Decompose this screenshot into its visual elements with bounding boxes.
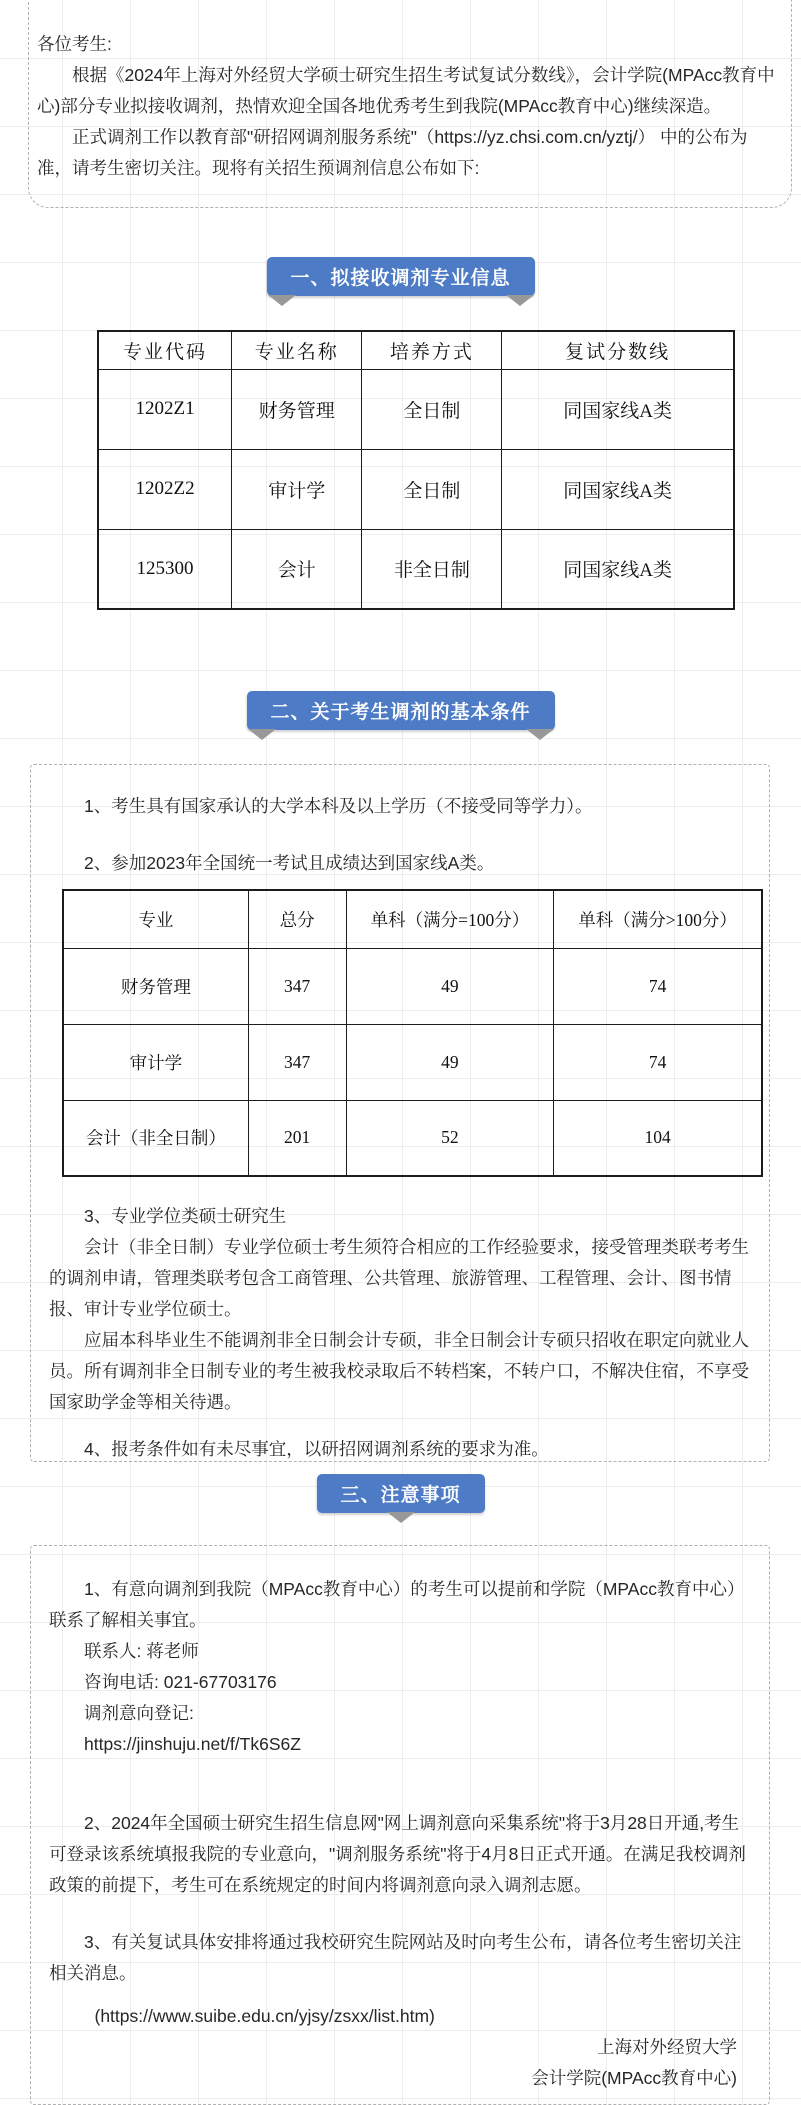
table-row: [63, 1024, 762, 1100]
intro-greeting: 各位考生:: [37, 34, 112, 54]
s2-item-1: 1、考生具有国家承认的大学本科及以上学历（不接受同等学力）。: [84, 796, 593, 816]
intro-block: [28, 0, 792, 208]
s3-item-1: 1、有意向调剂到我院（MPAcc教育中心）的考生可以提前和学院（MPAcc教育中心）联系了解相关事宜。: [49, 1579, 745, 1630]
cell-major: 会计（非全日制）: [63, 1100, 248, 1176]
table-row: [63, 948, 762, 1024]
ribbon-fold-right-icon: [526, 729, 554, 740]
section2-title: 二、关于考生调剂的基本条件: [270, 702, 531, 723]
table-row: [63, 1100, 762, 1176]
section1-title-badge: [266, 257, 534, 296]
cell-score-line: 同国家线A类: [502, 529, 734, 609]
s2-item-2: 2、参加2023年全国统一考试且成绩达到国家线A类。: [84, 853, 495, 873]
table-row: [98, 449, 734, 529]
footer-org-line-1: 上海对外经贸大学: [597, 2037, 737, 2057]
cell-study-mode: 全日制: [362, 449, 502, 529]
cell-major-name: 会计: [232, 529, 362, 609]
section3-title: 三、注意事项: [340, 1485, 461, 1506]
cell-single-100: 49: [346, 1024, 554, 1100]
ribbon-fold-right-icon: [506, 295, 534, 306]
contact-phone: 咨询电话: 021-67703176: [84, 1672, 277, 1692]
cell-major-code: 1202Z2: [98, 449, 232, 529]
s2-item-3-title: 3、专业学位类硕士研究生: [84, 1206, 287, 1226]
col-header-single-100: 单科（满分=100分）: [346, 890, 554, 948]
col-header-single-gt100: 单科（满分>100分）: [554, 890, 762, 948]
cell-single-gt100: 104: [554, 1100, 762, 1176]
ribbon-fold-left-icon: [267, 295, 295, 306]
cell-single-gt100: 74: [554, 948, 762, 1024]
cell-major-name: 审计学: [232, 449, 362, 529]
cell-single-100: 52: [346, 1100, 554, 1176]
col-header-major: 专业: [63, 890, 248, 948]
cell-single-100: 49: [346, 948, 554, 1024]
ribbon-fold-center-icon: [386, 1512, 414, 1523]
cell-score-line: 同国家线A类: [502, 369, 734, 449]
contact-person: 联系人: 蒋老师: [84, 1641, 199, 1661]
table-header-row: [63, 890, 762, 948]
majors-table: [97, 330, 735, 610]
section3-block: [30, 1545, 770, 2105]
section3-title-badge: [316, 1474, 484, 1513]
table-row: [98, 369, 734, 449]
ribbon-fold-left-icon: [247, 729, 275, 740]
table-header-row: [98, 331, 734, 369]
registry-url-link[interactable]: https://jinshuju.net/f/Tk6S6Z: [84, 1734, 301, 1754]
cell-study-mode: 非全日制: [362, 529, 502, 609]
col-header-study-mode: 培养方式: [362, 331, 502, 369]
s2-item-3-paragraph-2: 应届本科毕业生不能调剂非全日制会计专硕，非全日制会计专硕只招收在职定向就业人员。所有调剂非全日制专业的考生被我校录取后不转档案，不转户口，不解决住宿，不享受国家助学金等相关待遇。: [49, 1330, 749, 1412]
intro-paragraph-2: 正式调剂工作以教育部"研招网调剂服务系统"（https://yz.chsi.com.cn/yztj/） 中的公布为准，请考生密切关注。现将有关招生预调剂信息公布如下:: [37, 127, 748, 178]
registry-label: 调剂意向登记:: [84, 1703, 194, 1723]
cell-score-line: 同国家线A类: [502, 449, 734, 529]
col-header-score-line: 复试分数线: [502, 331, 734, 369]
cell-major-name: 财务管理: [232, 369, 362, 449]
intro-paragraph-1: 根据《2024年上海对外经贸大学硕士研究生招生考试复试分数线》，会计学院(MPAcc教育中心)部分专业拟接收调剂，热情欢迎全国各地优秀考生到我院(MPAcc教育中心)继续深造。: [37, 65, 775, 116]
cell-major-code: 125300: [98, 529, 232, 609]
s2-item-4: 4、报考条件如有未尽事宜，以研招网调剂系统的要求为准。: [84, 1439, 549, 1459]
footer-org-line-2: 会计学院(MPAcc教育中心): [531, 2068, 737, 2088]
col-header-total-score: 总分: [248, 890, 346, 948]
cell-single-gt100: 74: [554, 1024, 762, 1100]
col-header-major-name: 专业名称: [232, 331, 362, 369]
section1-title: 一、拟接收调剂专业信息: [290, 268, 511, 289]
table-row: [98, 529, 734, 609]
cell-study-mode: 全日制: [362, 369, 502, 449]
cell-major: 审计学: [63, 1024, 248, 1100]
s2-item-3-paragraph-1: 会计（非全日制）专业学位硕士考生须符合相应的工作经验要求，接受管理类联考考生的调剂申请，管理类联考包含工商管理、公共管理、旅游管理、工程管理、会计、图书情报、审计专业学位硕士。: [49, 1237, 749, 1319]
s3-item-2: 2、2024年全国硕士研究生招生信息网"网上调剂意向采集系统"将于3月28日开通,考生可登录该系统填报我院的专业意向，"调剂服务系统"将于4月8日正式开通。在满足我校调剂政策的前提下，考生可在系统规定的时间内将调剂意向录入调剂志愿。: [49, 1813, 746, 1895]
cell-major-code: 1202Z1: [98, 369, 232, 449]
cell-major: 财务管理: [63, 948, 248, 1024]
score-line-table: [62, 889, 763, 1177]
s3-item-3: 3、有关复试具体安排将通过我校研究生院网站及时向考生公布，请各位考生密切关注相关消息。: [49, 1932, 742, 1983]
section2-block: [30, 764, 770, 1462]
col-header-major-code: 专业代码: [98, 331, 232, 369]
cell-total-score: 201: [248, 1100, 346, 1176]
section2-title-badge: [246, 691, 554, 730]
site-url-link[interactable]: (https://www.suibe.edu.cn/yjsy/zsxx/list.htm): [94, 2006, 435, 2026]
cell-total-score: 347: [248, 948, 346, 1024]
cell-total-score: 347: [248, 1024, 346, 1100]
